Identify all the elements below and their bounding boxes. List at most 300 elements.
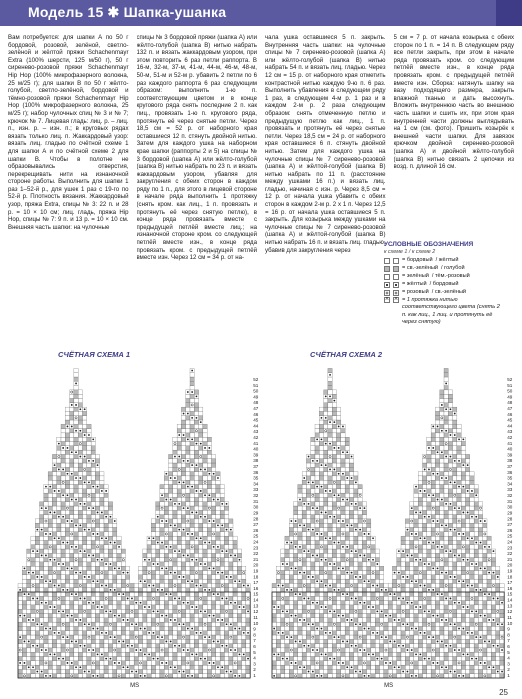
chart-cell [186,609,190,613]
chart-cell [126,652,130,656]
chart-cell [95,622,99,626]
chart-cell [199,510,203,514]
chart-cell [487,657,491,661]
chart-cell [224,618,228,622]
chart-cell [173,540,177,544]
chart-cell [380,674,384,678]
stitch-dot [54,512,56,514]
stitch-dot [187,413,189,415]
stitch-dot [161,542,163,544]
stitch-dot [213,593,215,595]
row-number: 32 [253,493,259,499]
chart-cell [306,648,310,652]
chart-cell [354,639,358,643]
chart-cell [367,648,371,652]
chart-cell [358,618,362,622]
chart-cell [52,472,56,476]
chart-cell [220,622,224,626]
chart-cell [27,575,31,579]
chart-cell [461,669,465,673]
chart-cell [173,558,177,562]
chart-cell [31,562,35,566]
stitch-dot [208,636,210,638]
chart-cell [216,669,220,673]
chart-cell [40,657,44,661]
chart-cell [91,450,95,454]
chart-cell [315,614,319,618]
chart-cell [104,493,108,497]
chart-cell [410,575,414,579]
chart-cell [108,519,112,523]
chart-cell [392,631,396,635]
chart-cell [414,657,418,661]
chart-cell [328,588,332,592]
chart-cell [294,674,298,678]
chart-cell [414,566,418,570]
chart-cell [405,549,409,553]
chart-cell [237,669,241,673]
stitch-dot [28,666,30,668]
stitch-dot [394,666,396,668]
chart-title-1: СЧЁТНАЯ СХЕМА 1 [58,350,131,359]
stitch-dot [153,585,155,587]
chart-cell [233,545,237,549]
chart-cell [448,631,452,635]
chart-cell [121,669,125,673]
stitch-dot [170,666,172,668]
chart-cell [224,519,228,523]
stitch-dot [484,662,486,664]
stitch-dot [58,610,60,612]
chart-cell [281,596,285,600]
chart-cell [52,579,56,583]
chart-cell [483,571,487,575]
chart-cell [220,532,224,536]
stitch-dot [161,520,163,522]
chart-cell [87,493,91,497]
stitch-dot [239,606,241,608]
chart-cell [457,592,461,596]
chart-cell [190,502,194,506]
chart-cell [57,669,61,673]
chart-cell [169,601,173,605]
chart-cell [410,669,414,673]
chart-cell [173,446,177,450]
chart-cell [104,648,108,652]
chart-cell [341,579,345,583]
chart-cell [207,549,211,553]
chart-cell [431,592,435,596]
chart-cell [117,540,121,544]
chart-cell [448,618,452,622]
stitch-dot [441,572,443,574]
chart-cell [27,622,31,626]
chart-cell [203,497,207,501]
chart-cell [362,575,366,579]
chart-cell [349,588,353,592]
stitch-dot [62,494,64,496]
chart-cell [57,476,61,480]
chart-cell [281,618,285,622]
stitch-dot [24,567,26,569]
chart-cell [194,429,198,433]
chart-cell [431,605,435,609]
chart-cell [461,665,465,669]
stitch-dot [217,499,219,501]
stitch-dot [217,572,219,574]
stitch-dot [118,615,120,617]
chart-cell [448,626,452,630]
chart-cell [349,639,353,643]
chart-cell [298,652,302,656]
chart-cell [61,519,65,523]
chart-cell [52,540,56,544]
chart-cell [289,648,293,652]
chart-cell [113,523,117,527]
stitch-dot [114,589,116,591]
chart-cell [70,553,74,557]
stitch-dot [196,606,198,608]
chart-cell [448,614,452,618]
chart-cell [61,480,65,484]
chart-cell [100,609,104,613]
chart-cell [207,562,211,566]
stitch-dot [458,555,460,557]
chart-cell [444,614,448,618]
chart-cell [388,635,392,639]
stitch-dot [458,649,460,651]
chart-cell [108,652,112,656]
chart-cell [285,652,289,656]
chart-cell [229,652,233,656]
chart-cell [100,476,104,480]
stitch-dot [45,628,47,630]
chart-cell [229,532,233,536]
chart-cell [52,669,56,673]
stitch-dot [221,572,223,574]
chart-cell [199,446,203,450]
chart-cell [143,575,147,579]
chart-cell [341,571,345,575]
chart-cell [474,579,478,583]
chart-cell [220,588,224,592]
stitch-dot [28,619,30,621]
chart-cell [83,437,87,441]
chart-cell [302,583,306,587]
chart-cell [345,669,349,673]
chart-cell [233,635,237,639]
chart-cell [207,515,211,519]
chart-cell [362,635,366,639]
chart-cell [164,575,168,579]
chart-cell [160,665,164,669]
chart-cell [453,588,457,592]
chart-cell [358,592,362,596]
chart-cell [294,652,298,656]
chart-cell [40,536,44,540]
chart-cell [410,588,414,592]
chart-cell [52,596,56,600]
chart-cell [199,532,203,536]
chart-cell [61,472,65,476]
chart-cell [104,605,108,609]
chart-cell [104,545,108,549]
stitch-dot [191,486,193,488]
chart-cell [487,622,491,626]
chart-cell [164,657,168,661]
row-number: 37 [253,464,259,470]
stitch-dot [118,546,120,548]
chart-cell [207,497,211,501]
stitch-dot [321,606,323,608]
stitch-dot [88,623,90,625]
chart-cell [44,592,48,596]
chart-cell [216,588,220,592]
chart-cell [367,635,371,639]
chart-cell [440,635,444,639]
chart-cell [224,579,228,583]
chart-cell [74,644,78,648]
stitch-dot [54,606,56,608]
chart-cell [478,562,482,566]
stitch-dot [191,559,193,561]
stitch-dot [316,555,318,557]
chart-cell [169,605,173,609]
chart-cell [181,442,185,446]
row-number: 12 [253,609,259,615]
chart-cell [315,665,319,669]
chart-cell [173,562,177,566]
chart-cell [194,532,198,536]
stitch-dot [424,632,426,634]
chart-cell [328,601,332,605]
stitch-dot [114,567,116,569]
chart-cell [57,549,61,553]
chart-cell [199,424,203,428]
chart-cell [173,442,177,446]
chart-cell [70,601,74,605]
stitch-dot [24,662,26,664]
chart-cell [418,609,422,613]
chart-cell [83,571,87,575]
chart-cell [147,553,151,557]
stitch-dot [161,662,163,664]
chart-cell [319,592,323,596]
chart-cell [388,652,392,656]
chart-cell [74,506,78,510]
stitch-dot [105,516,107,518]
chart-cell [91,644,95,648]
chart-cell [418,626,422,630]
stitch-dot [24,641,26,643]
chart-cell [156,519,160,523]
chart-cell [108,644,112,648]
chart-cell [95,639,99,643]
chart-cell [186,665,190,669]
stitch-dot [114,520,116,522]
chart-cell [203,480,207,484]
row-number: 51 [253,382,259,388]
chart-cell [177,540,181,544]
chart-cell [186,497,190,501]
chart-cell [18,601,22,605]
chart-cell [237,588,241,592]
stitch-dot [488,619,490,621]
chart-cell [147,571,151,575]
chart-cell [74,424,78,428]
stitch-dot [290,567,292,569]
stitch-dot [118,593,120,595]
chart-cell [466,665,470,669]
chart-cell [285,571,289,575]
chart-cell [27,644,31,648]
stitch-dot [415,653,417,655]
chart-cell [70,635,74,639]
chart-cell [156,626,160,630]
chart-cell [190,424,194,428]
chart-cell [35,652,39,656]
chart-cell [87,562,91,566]
chart-cell [65,562,69,566]
chart-cell [186,519,190,523]
chart-cell [61,566,65,570]
chart-cell [224,661,228,665]
row-number: 40 [253,446,259,452]
stitch-dot [484,567,486,569]
stitch-dot [196,653,198,655]
chart-cell [186,644,190,648]
stitch-dot [424,585,426,587]
chart-cell [220,575,224,579]
chart-cell [392,669,396,673]
chart-cell [237,609,241,613]
legend-label: / голубой [441,265,465,272]
chart-cell [237,661,241,665]
chart-cell [74,489,78,493]
chart-cell [134,674,138,678]
chart-cell [448,652,452,656]
chart-cell [194,480,198,484]
chart-cell [74,631,78,635]
chart-cell [18,657,22,661]
chart-cell [203,485,207,489]
stitch-dot [114,636,116,638]
chart-cell [483,648,487,652]
chart-cell [35,614,39,618]
chart-cell [57,540,61,544]
stitch-dot [49,606,51,608]
chart-cell [457,622,461,626]
chart-cell [95,515,99,519]
chart-cell [44,657,48,661]
chart-cell [212,648,216,652]
chart-cell [190,467,194,471]
chart-cell [388,618,392,622]
chart-cell [48,515,52,519]
chart-cell [302,614,306,618]
chart-cell [466,588,470,592]
chart-cell [367,609,371,613]
stitch-dot [480,589,482,591]
stitch-dot [475,636,477,638]
stitch-dot [191,417,193,419]
stitch-dot [174,645,176,647]
chart-cell [337,652,341,656]
chart-cell [237,631,241,635]
stitch-dot [178,503,180,505]
chart-cell [186,596,190,600]
chart-cell [48,657,52,661]
chart-cell [220,553,224,557]
chart-cell [224,609,228,613]
chart-cell [332,626,336,630]
stitch-dot [200,585,202,587]
chart-cell [91,510,95,514]
chart-cell [207,467,211,471]
chart-cell [57,601,61,605]
stitch-dot [157,542,159,544]
stitch-dot [178,481,180,483]
chart-cell [61,571,65,575]
chart-cell [44,665,48,669]
chart-cell [83,639,87,643]
stitch-dot [75,451,77,453]
chart-cell [65,596,69,600]
chart-cell [474,558,478,562]
chart-cell [311,631,315,635]
chart-cell [220,609,224,613]
chart-cell [44,519,48,523]
chart-cell [315,571,319,575]
chart-cell [138,665,142,669]
chart-cell [212,515,216,519]
chart-cell [100,528,104,532]
chart-cell [224,652,228,656]
chart-cell [199,622,203,626]
stitch-dot [221,666,223,668]
chart-cell [203,424,207,428]
stitch-dot [75,619,77,621]
chart-cell [375,575,379,579]
chart-cell [212,459,216,463]
chart-cell [276,661,280,665]
chart-cell [237,614,241,618]
chart-cell [302,575,306,579]
chart-cell [169,614,173,618]
chart-cell [500,644,504,648]
chart-cell [78,528,82,532]
chart-cell [435,635,439,639]
chart-cell [18,652,22,656]
chart-cell [281,566,285,570]
chart-cell [40,540,44,544]
chart-cell [362,558,366,562]
chart-cell [242,657,246,661]
stitch-dot [450,671,452,673]
chart-cell [74,454,78,458]
chart-cell [224,566,228,570]
chart-cell [104,652,108,656]
chart-cell [48,497,52,501]
chart-cell [354,558,358,562]
chart-cell [147,609,151,613]
chart-cell [306,558,310,562]
stitch-dot [303,572,305,574]
chart-cell [194,446,198,450]
chart-cell [444,661,448,665]
chart-cell [100,657,104,661]
chart-cell [220,540,224,544]
